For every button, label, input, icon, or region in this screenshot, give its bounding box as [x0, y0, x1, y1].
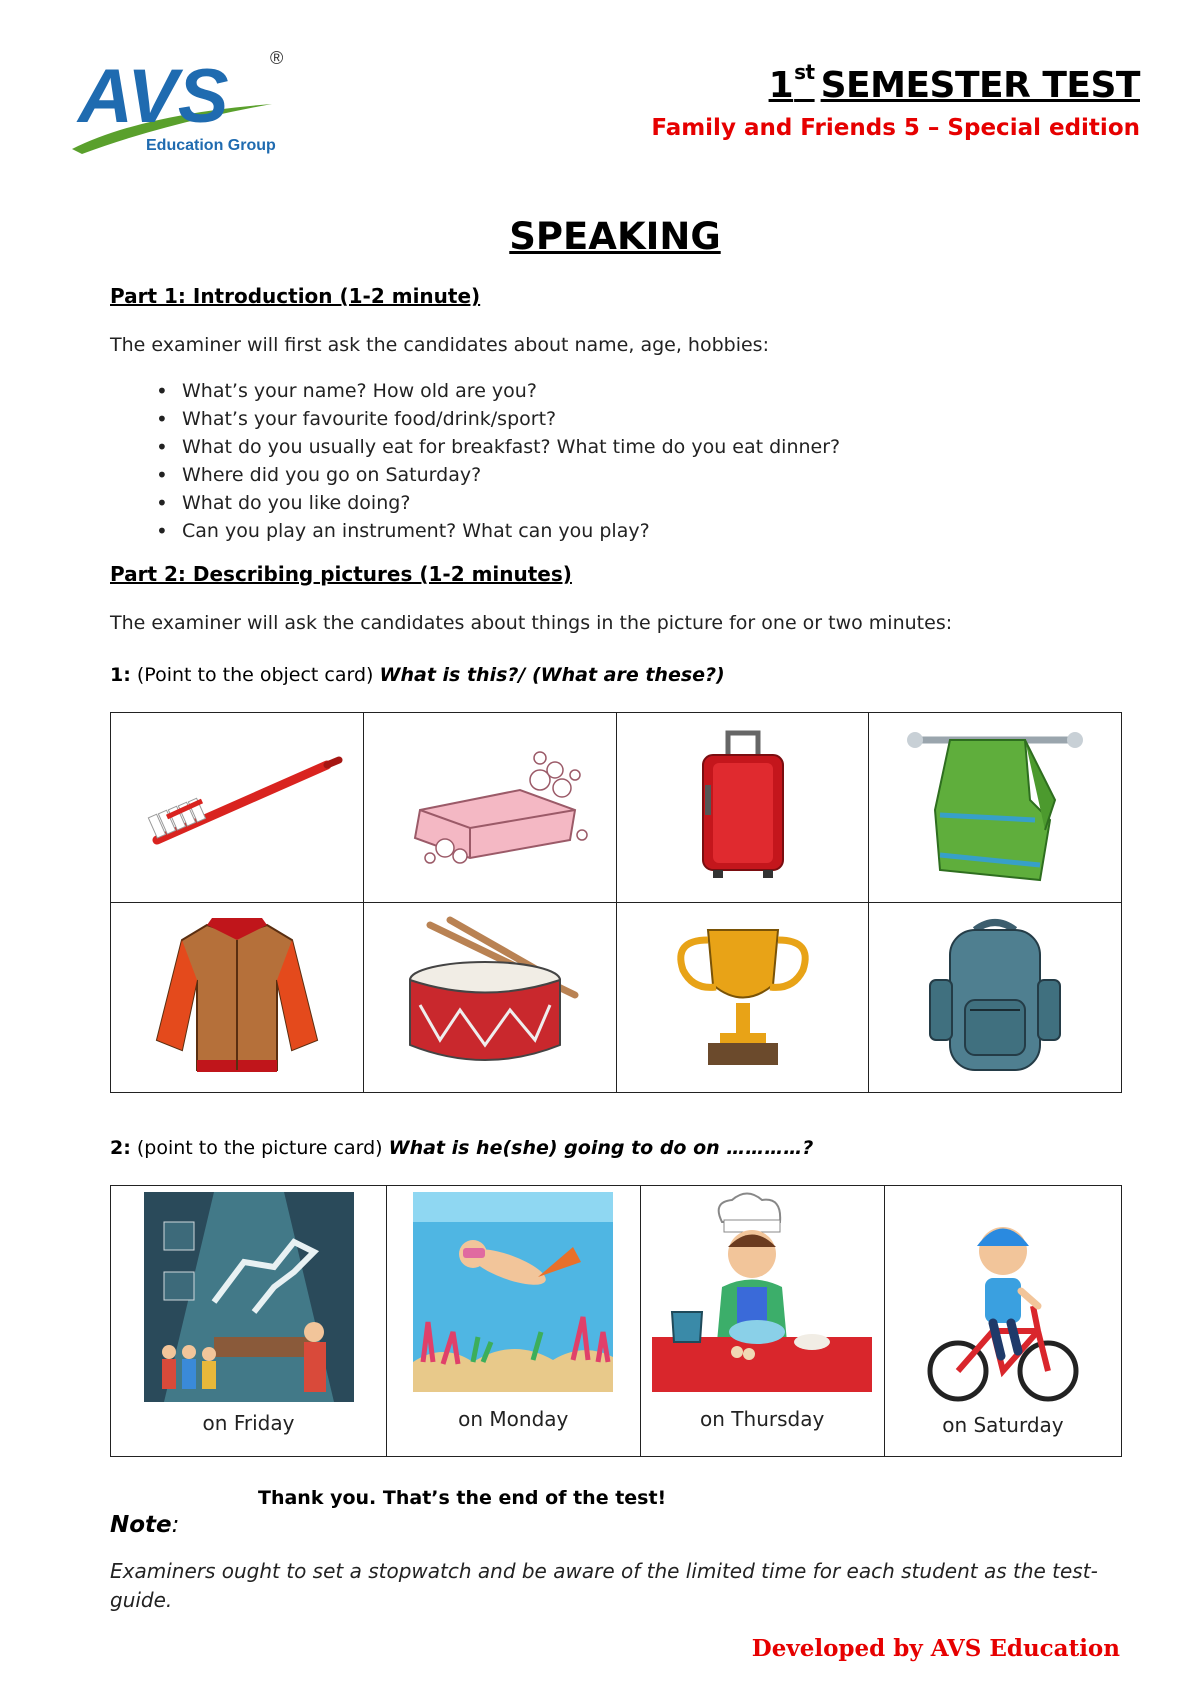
activity-card-grid: [110, 1185, 1122, 1457]
activity-monday: [387, 1186, 641, 1457]
caption-monday: on Monday: [458, 1407, 569, 1431]
question1-label: [110, 664, 725, 686]
activity-friday: [111, 1186, 387, 1457]
q1-question: What is this?/ (What are these?): [379, 664, 725, 686]
q2-question: What is he(she) going to do on …………?: [388, 1137, 814, 1159]
q2-instruction: (point to the picture card): [136, 1137, 383, 1159]
toothbrush-cell: [111, 713, 364, 903]
logo-subtext: Education Group: [146, 137, 276, 154]
cycling-picture: [923, 1206, 1083, 1406]
title-superscript: st: [794, 60, 815, 84]
speaking-heading: SPEAKING: [509, 215, 721, 258]
caption-saturday: on Saturday: [942, 1413, 1064, 1437]
activity-saturday: [884, 1186, 1121, 1457]
towel-picture: [895, 720, 1095, 890]
soap-picture: [390, 740, 590, 870]
museum-picture: [144, 1192, 354, 1402]
trophy-picture: [668, 915, 818, 1075]
object-card-grid: [110, 712, 1122, 1093]
backpack-cell: [869, 903, 1122, 1093]
caption-friday: on Friday: [202, 1411, 295, 1435]
suitcase-cell: [617, 713, 869, 903]
caption-thursday: on Thursday: [700, 1407, 825, 1431]
toothbrush-picture: [127, 745, 347, 865]
backpack-picture: [915, 910, 1075, 1080]
suitcase-picture: [683, 725, 803, 885]
question-item: • What’s your name? How old are you?: [150, 377, 840, 405]
part1-intro: The examiner will first ask the candidates about name, age, hobbies:: [110, 334, 769, 356]
test-title: [769, 60, 1140, 106]
question-item: • What do you usually eat for breakfast? What time do you eat dinner?: [150, 433, 840, 461]
part2-heading: Part 2: Describing pictures (1-2 minutes): [110, 562, 572, 586]
avs-logo: [72, 44, 312, 164]
activity-thursday: [640, 1186, 884, 1457]
registered-mark: ®: [270, 48, 284, 68]
footer-credit: Developed by AVS Education: [751, 1635, 1120, 1662]
jacket-cell: [111, 903, 364, 1093]
diving-picture: [413, 1192, 613, 1392]
question-list: [150, 377, 840, 545]
note-label-text: Note: [110, 1512, 172, 1538]
drum-cell: [364, 903, 617, 1093]
note-label: [110, 1512, 179, 1538]
q1-instruction: (Point to the object card): [136, 664, 374, 686]
towel-cell: [869, 713, 1122, 903]
cooking-picture: [652, 1192, 872, 1392]
question-item: • What do you like doing?: [150, 489, 840, 517]
question-item: • Can you play an instrument? What can you play?: [150, 517, 840, 545]
part1-heading: Part 1: Introduction (1-2 minute): [110, 284, 481, 308]
drum-picture: [390, 910, 590, 1080]
closing-text: Thank you. That’s the end of the test!: [258, 1487, 667, 1509]
soap-cell: [364, 713, 617, 903]
note-colon: :: [171, 1512, 180, 1538]
subtitle: Family and Friends 5 – Special edition: [651, 115, 1140, 141]
question-item: • What’s your favourite food/drink/sport?: [150, 405, 840, 433]
question2-label: [110, 1137, 813, 1159]
logo-text: AVS: [78, 54, 229, 139]
q1-number: 1:: [110, 664, 131, 686]
title-number: 1: [768, 65, 794, 106]
title-rest: SEMESTER TEST: [820, 65, 1140, 106]
jacket-picture: [147, 910, 327, 1080]
note-text: Examiners ought to set a stopwatch and be aware of the limited time for each student as the test-guide.: [110, 1559, 1098, 1612]
question-item: • Where did you go on Saturday?: [150, 461, 840, 489]
trophy-cell: [617, 903, 869, 1093]
part2-intro: The examiner will ask the candidates about things in the picture for one or two minutes:: [110, 612, 953, 634]
q2-number: 2:: [110, 1137, 131, 1159]
